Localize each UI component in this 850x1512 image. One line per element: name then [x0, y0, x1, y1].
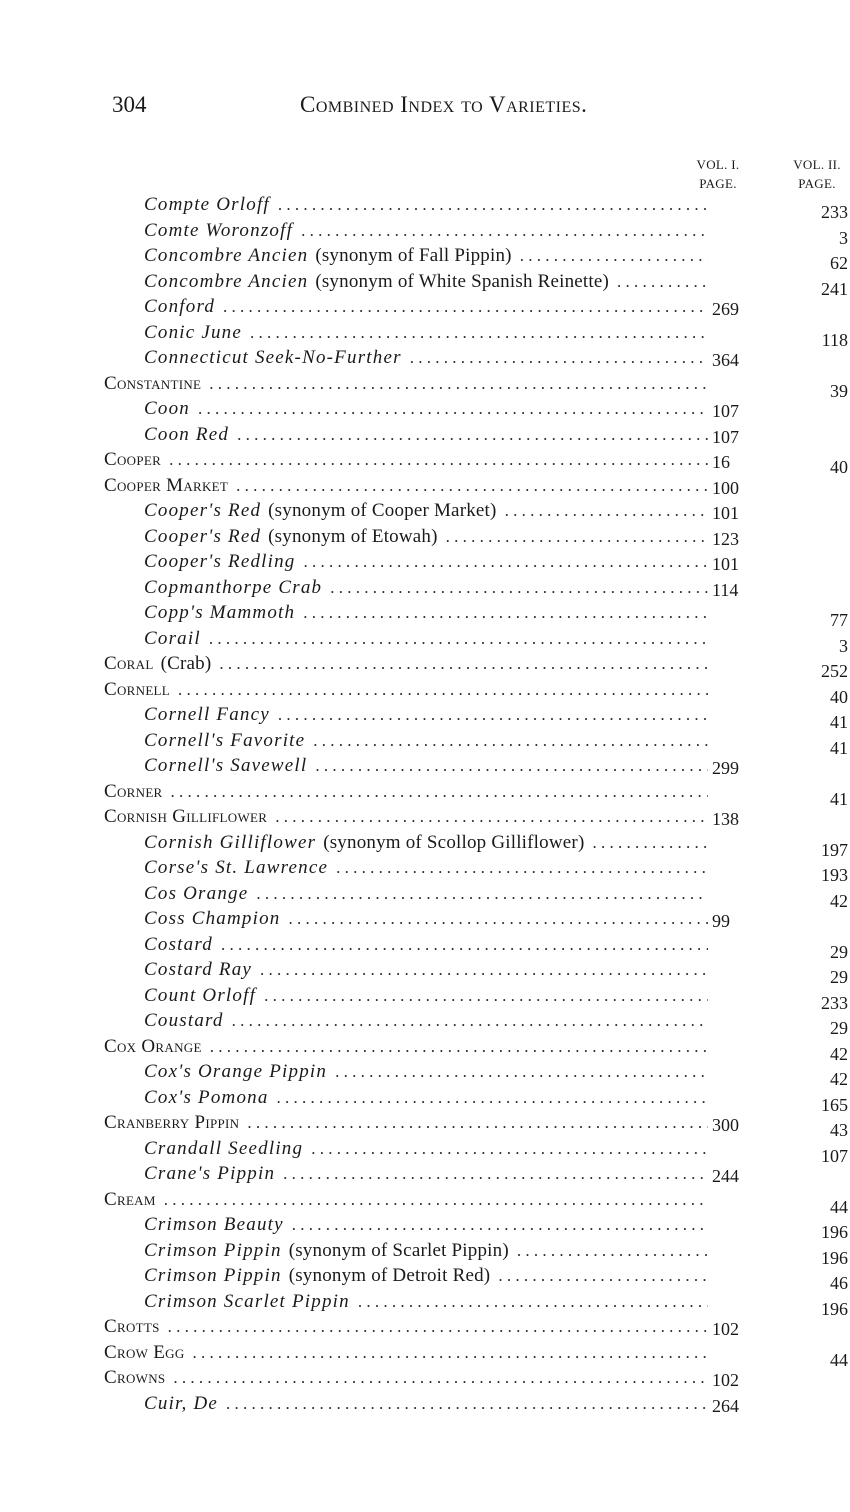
entry-note: (synonym of Scarlet Pippin) — [288, 1239, 509, 1261]
index-entry — [0, 804, 850, 829]
entry-name-group — [144, 1136, 708, 1161]
column-header-vol1-line1: VOL. I. — [696, 157, 740, 172]
index-entry — [0, 422, 850, 447]
entry-name-group — [144, 1161, 708, 1186]
entry-vol2-page: 3 — [839, 227, 848, 248]
entry-vol2-page: 42 — [830, 1069, 848, 1089]
entry-variety-name: Coon — [144, 398, 190, 419]
entry-variety-name: Concombre Ancien — [144, 245, 309, 266]
dot-leader — [335, 1059, 708, 1084]
entry-vol2-page: 29 — [830, 1018, 848, 1038]
dot-leader — [169, 447, 708, 472]
index-entry — [0, 983, 850, 1013]
entry-name-group — [144, 218, 708, 243]
entry-variety-name: Conford — [144, 296, 216, 317]
entry-vol2-page: 241 — [821, 278, 848, 299]
index-entry — [0, 1340, 850, 1370]
dot-leader — [210, 1034, 708, 1059]
entry-variety-name: Costard — [144, 933, 213, 955]
dot-leader — [250, 320, 708, 345]
entry-variety-name: Connecticut Seek-No-Further — [144, 347, 402, 368]
dot-leader — [315, 753, 708, 778]
entry-vol1-page: 107 — [712, 426, 739, 447]
entry-name-group — [104, 371, 708, 396]
index-entry — [0, 1314, 850, 1339]
dot-leader — [236, 473, 708, 498]
index-entry — [0, 753, 850, 778]
entry-variety-name: Corse's St. Lawrence — [144, 857, 329, 878]
entry-variety-name: Cox's Orange Pippin — [144, 1061, 328, 1082]
dot-leader — [311, 1136, 708, 1161]
entry-variety-name: Cornell's Savewell — [144, 755, 308, 776]
entry-vol2-page: 196 — [821, 1247, 848, 1268]
entry-name-group — [144, 1289, 708, 1314]
entry-name-group — [144, 422, 708, 447]
entry-name-group — [144, 855, 708, 880]
entry-vol2-page: 62 — [830, 253, 848, 273]
entry-name-group — [144, 549, 708, 574]
entry-note: (synonym of Etowah) — [268, 525, 438, 547]
entry-name-group — [144, 1263, 708, 1288]
index-entry — [0, 447, 850, 477]
entry-variety-name: Count Orloff — [144, 984, 257, 1006]
dot-leader — [198, 396, 708, 421]
column-header-vol2 — [782, 155, 850, 193]
entry-vol2-page: 46 — [830, 1273, 848, 1293]
entry-name-group — [144, 1059, 708, 1084]
index-entry — [0, 218, 850, 248]
entry-vol1-page: 100 — [712, 477, 739, 498]
index-entry — [0, 1212, 850, 1242]
entry-name-group — [144, 1085, 708, 1110]
entry-vol1-page: 99 — [712, 911, 730, 931]
entry-variety-name: Conic June — [144, 321, 243, 343]
index-entry — [0, 957, 850, 987]
index-entry — [0, 549, 850, 574]
entry-vol2-page: 42 — [830, 890, 848, 911]
entry-vol2-page: 233 — [821, 992, 848, 1013]
entry-variety-name: Constantine — [104, 372, 202, 394]
entry-vol2-page: 252 — [821, 661, 848, 681]
dot-leader — [237, 422, 708, 447]
index-entry — [0, 677, 850, 707]
index-entry — [0, 881, 850, 911]
entry-vol1-page: 107 — [712, 401, 739, 421]
index-entry — [0, 1059, 850, 1089]
dot-leader — [446, 524, 708, 549]
dot-leader — [303, 600, 708, 625]
entry-variety-name: Coral — [104, 653, 154, 674]
index-entry — [0, 1085, 850, 1115]
dot-leader — [219, 651, 708, 676]
dot-leader — [498, 1263, 708, 1288]
index-entry — [0, 269, 850, 299]
entry-variety-name: Crane's Pippin — [144, 1163, 276, 1184]
dot-leader — [292, 1212, 708, 1237]
index-entry — [0, 626, 850, 656]
index-entry — [0, 932, 850, 962]
entry-name-group — [104, 473, 708, 498]
dot-leader — [410, 345, 708, 370]
entry-vol2-page: 42 — [830, 1043, 848, 1064]
dot-leader — [313, 728, 708, 753]
entry-variety-name: Concombre Ancien — [144, 270, 309, 292]
entry-vol1-page: 299 — [712, 758, 739, 778]
column-header-vol1-line2: PAGE. — [699, 176, 737, 191]
entry-variety-name: Cos Orange — [144, 882, 249, 904]
dot-leader — [173, 1365, 708, 1390]
entry-name-group — [104, 447, 708, 472]
entry-vol2-page: 165 — [821, 1094, 848, 1115]
entry-name-group — [104, 677, 708, 702]
entry-vol1-page: 102 — [712, 1370, 739, 1390]
dot-leader — [617, 269, 708, 294]
entry-variety-name: Crow Egg — [104, 1341, 185, 1363]
entry-vol2-page: 233 — [821, 202, 848, 222]
index-entry — [0, 830, 850, 860]
entry-vol2-page: 44 — [830, 1349, 848, 1370]
index-entry — [0, 1110, 850, 1140]
entry-name-group — [144, 192, 708, 217]
entry-variety-name: Cox Orange — [104, 1035, 202, 1057]
dot-leader — [232, 1008, 708, 1033]
entry-name-group — [104, 1110, 708, 1135]
entry-vol2-page: 40 — [830, 457, 848, 477]
index-entry — [0, 396, 850, 421]
entry-name-group — [144, 396, 708, 421]
index-entry — [0, 294, 850, 319]
dot-leader — [517, 1238, 708, 1263]
dot-leader — [264, 983, 708, 1008]
dot-leader — [193, 1340, 708, 1365]
entry-vol2-page: 197 — [821, 839, 848, 860]
entry-variety-name: Copp's Mammoth — [144, 602, 296, 623]
entry-vol1-page: 300 — [712, 1115, 739, 1135]
dot-leader — [209, 626, 708, 651]
index-entry — [0, 320, 850, 350]
entry-vol1-page: 138 — [712, 809, 739, 829]
index-entry — [0, 345, 850, 370]
entry-vol1-page: 123 — [712, 528, 739, 549]
entry-note: (Crab) — [160, 653, 212, 674]
entry-vol1-page: 244 — [712, 1166, 739, 1186]
entry-name-group — [144, 320, 708, 345]
entry-variety-name: Crimson Scarlet Pippin — [144, 1290, 350, 1312]
index-entry — [0, 1238, 850, 1268]
entry-variety-name: Copmanthorpe Crab — [144, 576, 323, 598]
dot-leader — [330, 575, 708, 600]
entry-variety-name: Crimson Pippin — [144, 1265, 282, 1286]
entry-name-group — [144, 1008, 708, 1033]
index-entry — [0, 728, 850, 758]
entry-name-group — [144, 957, 708, 982]
entry-vol2-page: 41 — [830, 712, 848, 732]
entry-vol2-page: 196 — [821, 1222, 848, 1242]
dot-leader — [301, 218, 708, 243]
entry-name-group — [144, 243, 708, 268]
entry-vol1-page: 114 — [712, 579, 739, 600]
entry-name-group — [144, 294, 708, 319]
entry-vol2-page: 43 — [830, 1120, 848, 1140]
entry-variety-name: Cuir, De — [144, 1392, 218, 1414]
entry-variety-name: Cornish Gilliflower — [104, 806, 268, 827]
entry-variety-name: Coon Red — [144, 423, 230, 445]
index-entry — [0, 651, 850, 681]
dot-leader — [336, 855, 708, 880]
entry-name-group — [144, 932, 708, 957]
entry-name-group — [144, 626, 708, 651]
dot-leader — [168, 1314, 708, 1339]
column-header-vol2-line1: VOL. II. — [793, 157, 841, 172]
entry-variety-name: Cooper's Red — [144, 525, 262, 547]
entry-name-group — [144, 524, 708, 549]
entry-vol1-page: 101 — [712, 503, 739, 523]
entry-vol2-page: 193 — [821, 865, 848, 885]
dot-leader — [288, 906, 708, 931]
dot-leader — [226, 1391, 708, 1416]
index-entry — [0, 473, 850, 498]
index-entry — [0, 906, 850, 931]
entry-vol1-page: 101 — [712, 554, 739, 574]
entry-variety-name: Crimson Beauty — [144, 1214, 284, 1235]
entry-name-group — [144, 1238, 708, 1263]
entry-name-group — [104, 1340, 708, 1365]
entry-vol2-page: 77 — [830, 610, 848, 630]
entry-vol2-page: 29 — [830, 941, 848, 962]
entry-vol2-page: 29 — [830, 967, 848, 987]
entry-variety-name: Cranberry Pippin — [104, 1112, 240, 1133]
entry-name-group — [144, 753, 708, 778]
entry-variety-name: Crotts — [104, 1316, 160, 1337]
entry-name-group — [144, 1391, 708, 1416]
dot-leader — [275, 804, 708, 829]
entry-vol2-page: 107 — [821, 1145, 848, 1166]
dot-leader — [247, 1110, 708, 1135]
index-entry — [0, 1161, 850, 1186]
entry-name-group — [144, 575, 708, 600]
entry-note: (synonym of Detroit Red) — [288, 1265, 491, 1286]
dot-leader — [592, 830, 708, 855]
entry-variety-name: Cornell — [104, 678, 171, 700]
dot-leader — [278, 192, 708, 217]
entry-variety-name: Corner — [104, 780, 163, 802]
dot-leader — [171, 779, 708, 804]
entry-note: (synonym of Scollop Gilliflower) — [323, 831, 585, 853]
index-entry — [0, 702, 850, 732]
entry-vol1-page: 102 — [712, 1319, 739, 1339]
entry-name-group — [144, 600, 708, 625]
entry-name-group — [144, 728, 708, 753]
entry-vol1-page: 264 — [712, 1395, 739, 1416]
index-entry — [0, 498, 850, 523]
entry-name-group — [144, 1212, 708, 1237]
index-entry — [0, 779, 850, 809]
dot-leader — [278, 702, 708, 727]
entry-note: (synonym of Fall Pippin) — [315, 245, 512, 266]
dot-leader — [260, 957, 708, 982]
column-header-vol1 — [688, 155, 748, 193]
entry-name-group — [104, 1187, 708, 1212]
entry-vol2-page: 40 — [830, 686, 848, 707]
index-entry — [0, 1365, 850, 1390]
entry-vol2-page: 39 — [830, 380, 848, 401]
dot-leader — [221, 932, 708, 957]
entry-note: (synonym of White Spanish Reinette) — [315, 270, 610, 292]
index-entry — [0, 243, 850, 273]
entry-name-group — [144, 702, 708, 727]
entry-name-group — [144, 983, 708, 1008]
index-entry — [0, 1034, 850, 1064]
entry-note: (synonym of Cooper Market) — [268, 500, 497, 521]
entry-name-group — [144, 881, 708, 906]
entry-name-group — [104, 779, 708, 804]
entry-name-group — [104, 1314, 708, 1339]
entry-vol2-page: 118 — [821, 329, 848, 350]
entry-name-group — [144, 498, 708, 523]
dot-leader — [520, 243, 708, 268]
entry-variety-name: Compte Orloff — [144, 194, 270, 215]
entry-name-group — [104, 804, 708, 829]
index-entry — [0, 1136, 850, 1166]
entry-variety-name: Cooper's Redling — [144, 551, 296, 572]
entry-variety-name: Cooper's Red — [144, 500, 262, 521]
entry-variety-name: Cream — [104, 1188, 156, 1210]
index-entry — [0, 1391, 850, 1416]
entry-vol2-page: 41 — [830, 788, 848, 809]
dot-leader — [358, 1289, 708, 1314]
dot-leader — [256, 881, 708, 906]
dot-leader — [223, 294, 708, 319]
entry-variety-name: Coss Champion — [144, 908, 281, 929]
column-header-vol2-line2: PAGE. — [798, 176, 836, 191]
entry-vol1-page: 364 — [712, 350, 739, 370]
entry-variety-name: Crandall Seedling — [144, 1137, 304, 1159]
entry-name-group — [144, 269, 708, 294]
entry-variety-name: Costard Ray — [144, 959, 253, 980]
entry-variety-name: Comte Woronzoff — [144, 219, 294, 241]
dot-leader — [178, 677, 708, 702]
entry-variety-name: Cooper — [104, 449, 162, 470]
entry-vol1-page: 16 — [712, 452, 730, 472]
dot-leader — [164, 1187, 708, 1212]
index-entry — [0, 371, 850, 401]
entry-variety-name: Coustard — [144, 1010, 224, 1031]
entry-name-group — [144, 830, 708, 855]
entry-variety-name: Cooper Market — [104, 474, 229, 496]
page-number: 304 — [112, 92, 147, 117]
index-entry — [0, 855, 850, 885]
index-entry — [0, 524, 850, 549]
dot-leader — [505, 498, 708, 523]
entry-variety-name: Cox's Pomona — [144, 1086, 269, 1108]
entry-variety-name: Crimson Pippin — [144, 1239, 282, 1261]
entry-name-group — [144, 345, 708, 370]
entry-vol2-page: 41 — [830, 737, 848, 758]
index-entry — [0, 1187, 850, 1217]
dot-leader — [277, 1085, 708, 1110]
entry-vol2-page: 44 — [830, 1196, 848, 1217]
entry-name-group — [104, 1365, 708, 1390]
dot-leader — [209, 371, 708, 396]
index-entry — [0, 600, 850, 630]
entry-variety-name: Cornell Fancy — [144, 704, 270, 725]
index-entry — [0, 575, 850, 600]
dot-leader — [283, 1161, 708, 1186]
entry-vol2-page: 196 — [821, 1298, 848, 1319]
dot-leader — [304, 549, 708, 574]
entry-variety-name: Cornell's Favorite — [144, 729, 306, 751]
entry-vol1-page: 269 — [712, 299, 739, 319]
index-entry — [0, 192, 850, 222]
index-entry — [0, 1263, 850, 1293]
entry-variety-name: Corail — [144, 627, 201, 649]
entry-name-group — [104, 651, 708, 676]
page-title: Combined Index to Varieties. — [300, 92, 588, 117]
index-entry — [0, 1008, 850, 1038]
index-entry — [0, 1289, 850, 1319]
entry-name-group — [104, 1034, 708, 1059]
entry-variety-name: Cornish Gilliflower — [144, 831, 317, 853]
entry-vol2-page: 3 — [839, 635, 848, 656]
entry-name-group — [144, 906, 708, 931]
entry-variety-name: Crowns — [104, 1367, 166, 1388]
